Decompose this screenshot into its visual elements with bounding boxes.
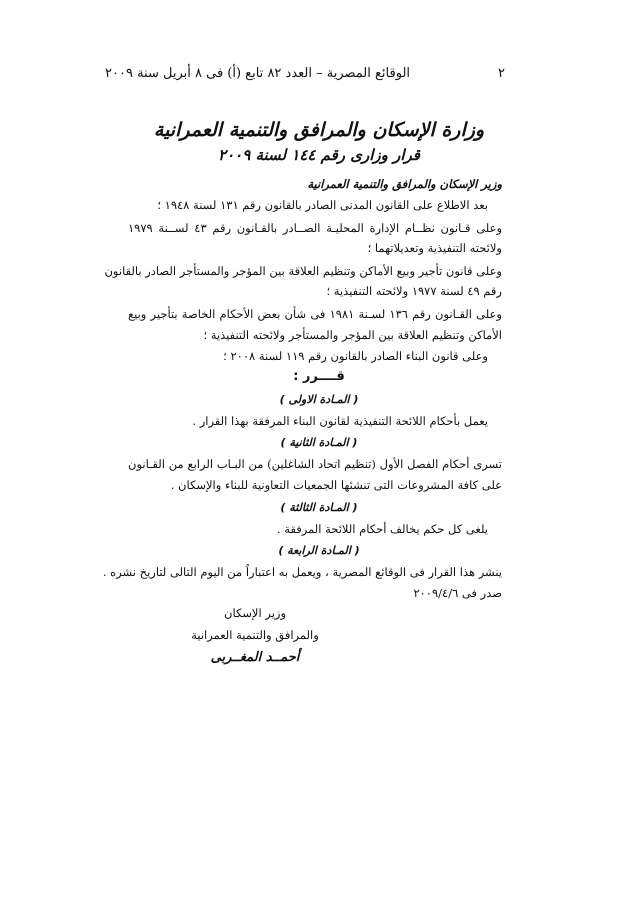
preamble-line: وعلى قانون تأجير وبيع الأماكن وتنظيم العلاقة بين المؤجر والمستأجر الصادر بالقانون bbox=[104, 264, 502, 278]
article-3-heading: ( المـادة الثالثة ) bbox=[280, 501, 358, 514]
decree-title: قرار وزارى رقم ١٤٤ لسنة ٢٠٠٩ bbox=[218, 146, 420, 164]
article-2-text: على كافة المشروعات التى تنشئها الجمعيات التعاونية للبناء والإسكان . bbox=[170, 478, 502, 492]
gazette-issue-line: الوقائع المصرية – العدد ٨٢ تابع (أ) فى ٨ أبريل سنة ٢٠٠٩ bbox=[105, 66, 411, 81]
ministry-title: وزارة الإسكان والمرافق والتنمية العمرانية bbox=[153, 119, 485, 141]
article-1-text: يعمل بأحكام اللائحة التنفيذية لقانون البناء المرفقة بهذا القرار . bbox=[192, 414, 488, 428]
signature-title-2: والمرافق والتنمية العمرانية bbox=[191, 628, 319, 642]
article-4-text: ينشر هذا القرار فى الوقائع المصرية ، ويعمل به اعتباراً من اليوم التالى لتاريخ نشره . bbox=[102, 565, 502, 579]
preamble-line: وعلى قانون البناء الصادر بالقانون رقم ١١٩ لسنة ٢٠٠٨ ؛ bbox=[223, 349, 488, 363]
article-2-heading: ( المـادة الثانية ) bbox=[280, 436, 358, 449]
preamble-line: رقم ٤٩ لسنة ١٩٧٧ ولائحته التنفيذية ؛ bbox=[326, 284, 502, 298]
page-header bbox=[105, 66, 505, 82]
signature-title-1: وزير الإسكان bbox=[224, 606, 286, 620]
article-3-text: يلغى كل حكم يخالف أحكام اللائحة المرفقة . bbox=[276, 522, 488, 536]
preamble-line: ولائحته التنفيذية وتعديلاتهما ؛ bbox=[367, 241, 502, 255]
minister-heading: وزير الإسكان والمرافق والتنمية العمرانية bbox=[307, 177, 502, 191]
decided-heading: قــــرر : bbox=[293, 369, 345, 384]
issue-date: صدر فى ٢٠٠٩/٤/٦ bbox=[413, 586, 502, 600]
preamble-line: الأماكن وتنظيم العلاقة بين المؤجر والمستأجر ولائحته التنفيذية ؛ bbox=[203, 328, 502, 342]
preamble-line: وعلى القـانون رقم ١٣٦ لسـنة ١٩٨١ فى شأن بعض الأحكام الخاصة بتأجير وبيع bbox=[128, 307, 502, 321]
preamble-line: وعلى قـانون نظــام الإدارة المحليـة الصــادر بالقـانون رقم ٤٣ لســنة ١٩٧٩ bbox=[128, 221, 503, 235]
article-1-heading: ( المـادة الاولى ) bbox=[279, 393, 359, 406]
article-4-heading: ( المـادة الرابعة ) bbox=[278, 544, 360, 557]
signatory-name: أحمــد المغــربى bbox=[210, 650, 300, 665]
page-number: ٢ bbox=[498, 66, 505, 81]
article-2-text: تسرى أحكام الفصل الأول (تنظيم اتحاد الشاغلين) من البـاب الرابع من القـانون bbox=[128, 457, 502, 471]
preamble-line: بعد الاطلاع على القانون المدنى الصادر بالقانون رقم ١٣١ لسنة ١٩٤٨ ؛ bbox=[157, 198, 488, 212]
